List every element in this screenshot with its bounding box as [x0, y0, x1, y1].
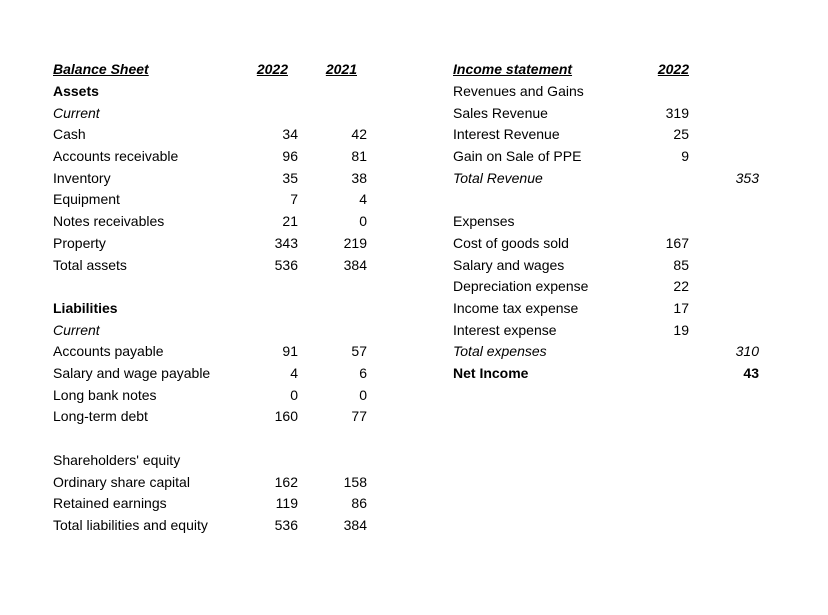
bs-label: Notes receivables	[53, 213, 165, 229]
bs-value-2021: 38	[351, 170, 367, 186]
bs-label: Current	[53, 105, 100, 121]
bs-label: Liabilities	[53, 300, 118, 316]
bs-label: Cash	[53, 126, 86, 142]
bs-value-2021: 57	[351, 343, 367, 359]
bs-label: Long-term debt	[53, 408, 148, 424]
is-value: 22	[673, 278, 689, 294]
bs-value-2021: 81	[351, 148, 367, 164]
is-label: Income tax expense	[453, 300, 579, 316]
col-2021-header: 2021	[325, 61, 357, 77]
bs-value-2022: 91	[282, 343, 298, 359]
bs-value-2022: 4	[290, 365, 298, 381]
bs-value-2022: 34	[282, 126, 298, 142]
bs-value-2021: 384	[343, 257, 367, 273]
bs-value-2022: 343	[274, 235, 298, 251]
bs-label: Shareholders' equity	[53, 452, 181, 468]
bs-value-2022: 536	[274, 257, 298, 273]
bs-label: Total assets	[53, 257, 127, 273]
is-label: Total Revenue	[453, 170, 543, 186]
is-label: Total expenses	[453, 343, 547, 359]
is-label: Depreciation expense	[453, 278, 589, 294]
col-2022-header: 2022	[256, 61, 288, 77]
bs-label: Ordinary share capital	[53, 474, 190, 490]
is-value: 319	[665, 105, 689, 121]
is-label: Revenues and Gains	[453, 83, 584, 99]
bs-value-2022: 536	[274, 517, 298, 533]
bs-value-2022: 0	[290, 387, 298, 403]
bs-value-2021: 0	[359, 213, 367, 229]
is-value: 85	[673, 257, 689, 273]
bs-value-2021: 4	[359, 191, 367, 207]
is-value: 25	[673, 126, 689, 142]
bs-value-2022: 21	[282, 213, 298, 229]
bs-value-2021: 42	[351, 126, 367, 142]
bs-value-2022: 7	[290, 191, 298, 207]
bs-label: Assets	[53, 83, 99, 99]
bs-value-2021: 158	[343, 474, 367, 490]
is-label: Sales Revenue	[453, 105, 548, 121]
is-label: Interest expense	[453, 322, 557, 338]
bs-label: Equipment	[53, 191, 120, 207]
bs-label: Salary and wage payable	[53, 365, 211, 381]
is-total: 353	[735, 170, 759, 186]
is-label: Gain on Sale of PPE	[453, 148, 582, 164]
bs-value-2021: 6	[359, 365, 367, 381]
net-income-value: 43	[743, 365, 759, 381]
bs-value-2022: 35	[282, 170, 298, 186]
bs-label: Current	[53, 322, 100, 338]
bs-value-2021: 219	[343, 235, 367, 251]
is-value: 19	[673, 322, 689, 338]
net-income-label: Net Income	[453, 365, 529, 381]
is-label: Salary and wages	[453, 257, 565, 273]
bs-label: Property	[53, 235, 106, 251]
income-statement-title: Income statement	[453, 61, 573, 77]
is-label: Expenses	[453, 213, 515, 229]
bs-value-2021: 86	[351, 495, 367, 511]
bs-label: Retained earnings	[53, 495, 167, 511]
is-total: 310	[735, 343, 759, 359]
bs-label: Accounts payable	[53, 343, 164, 359]
bs-label: Total liabilities and equity	[53, 517, 208, 533]
balance-sheet-title: Balance Sheet	[53, 61, 149, 77]
bs-value-2022: 162	[274, 474, 298, 490]
bs-label: Long bank notes	[53, 387, 157, 403]
is-label: Cost of goods sold	[453, 235, 569, 251]
bs-value-2021: 77	[351, 408, 367, 424]
bs-value-2021: 384	[343, 517, 367, 533]
bs-label: Accounts receivable	[53, 148, 179, 164]
bs-value-2021: 0	[359, 387, 367, 403]
is-value: 17	[673, 300, 689, 316]
bs-label: Inventory	[53, 170, 111, 186]
is-value: 9	[681, 148, 689, 164]
bs-value-2022: 160	[274, 408, 298, 424]
is-label: Interest Revenue	[453, 126, 560, 142]
bs-value-2022: 96	[282, 148, 298, 164]
is-value: 167	[665, 235, 689, 251]
bs-value-2022: 119	[275, 495, 298, 511]
is-col-2022-header: 2022	[657, 61, 689, 77]
